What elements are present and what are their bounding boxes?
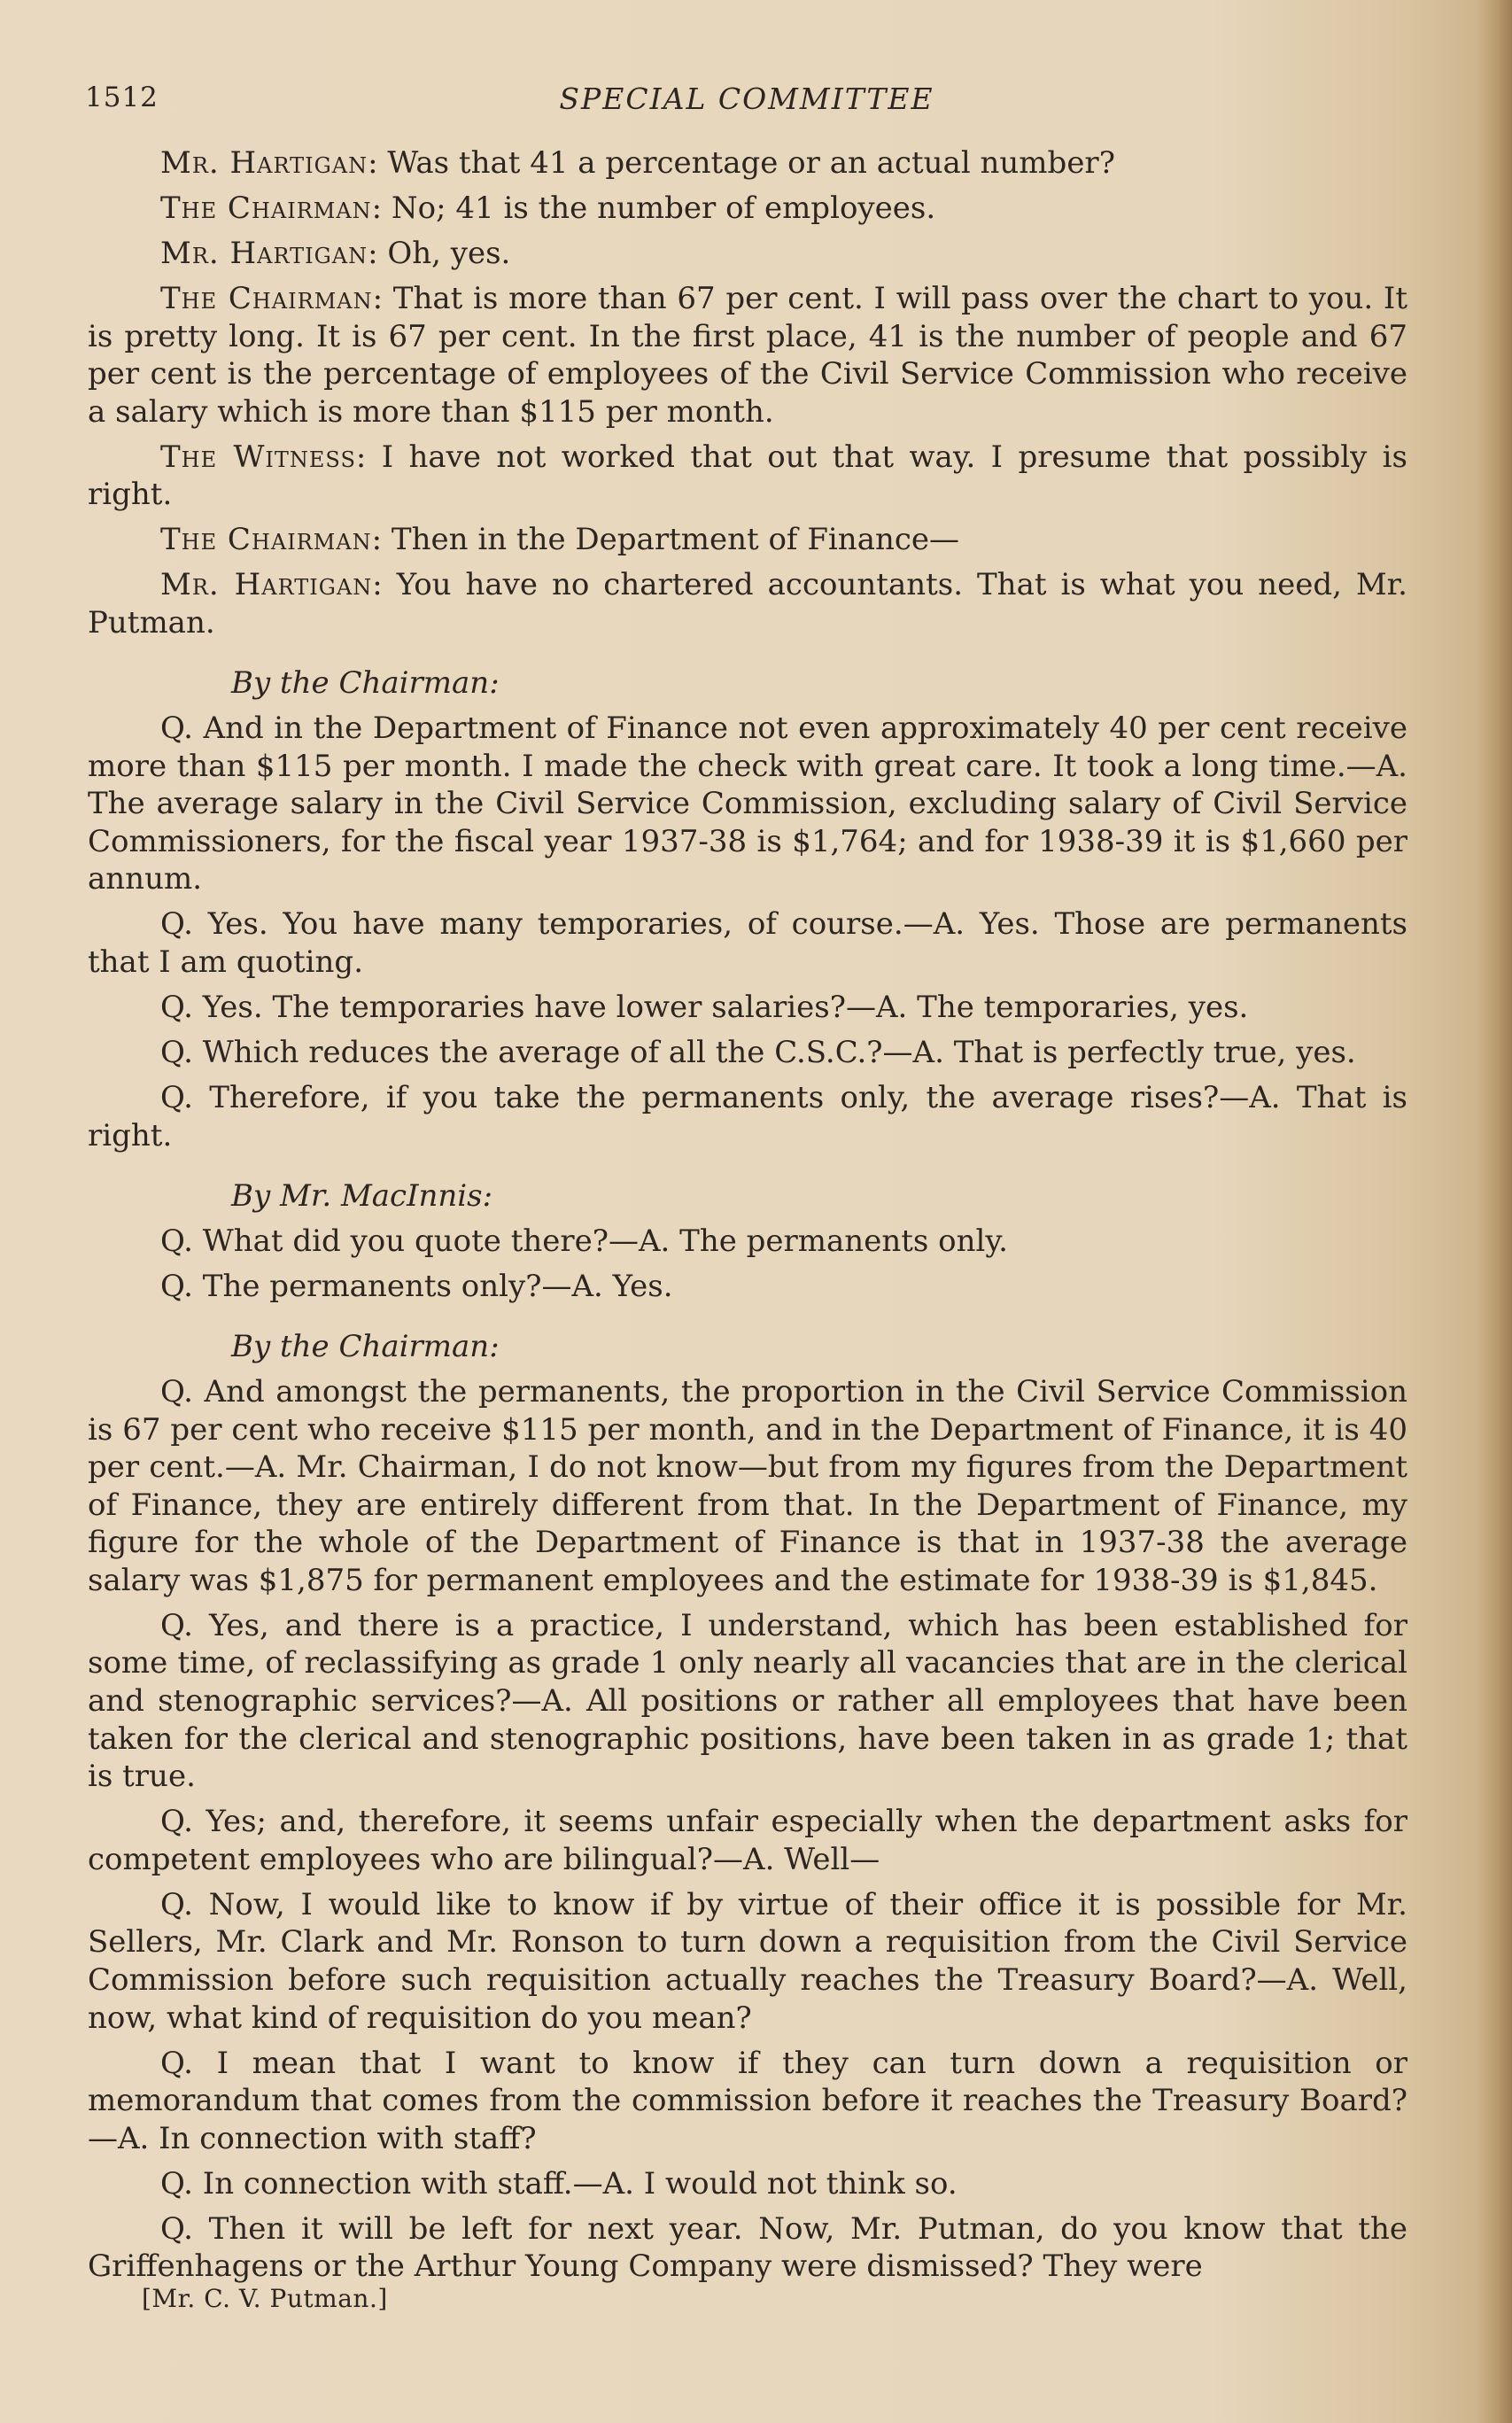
speaker-name: Mr. Hartigan	[160, 145, 368, 181]
page-header	[85, 82, 1408, 124]
paragraph	[88, 235, 1407, 273]
qa-paragraph: Q. Which reduces the average of all the C.S.C.?—A. That is perfectly true, yes.	[160, 1034, 1356, 1070]
running-head: SPECIAL COMMITTEE	[559, 82, 934, 116]
paragraph	[88, 566, 1407, 641]
qa-paragraph: Q. And in the Department of Finance not even approximately 40 per cent receive more than $115 per month. I made the check with great care. It took a long time.—A. The average salary in the Civil Service Commission, excluding salary of Civil Service Commissioners, for the fiscal year 1937-38 is $1,764; and for 1938-39 it is $1,660 per annum.	[88, 711, 1407, 897]
speech-text: : Then in the Department of Finance—	[371, 522, 960, 558]
paragraph	[88, 144, 1407, 183]
qa-paragraph: Q. The permanents only?—A. Yes.	[160, 1268, 673, 1304]
qa-paragraph: Q. In connection with staff.—A. I would not think so.	[160, 2165, 958, 2202]
page-number: 1512	[85, 82, 159, 113]
paragraph	[88, 190, 1407, 228]
speaker-name: The Chairman	[160, 190, 372, 226]
qa-paragraph: Q. Then it will be left for next year. Now, Mr. Putman, do you know that the Griffenhagens or the Arthur Young Company were dismissed? They were	[88, 2210, 1407, 2285]
witness-footer: [Mr. C. V. Putman.]	[142, 2284, 388, 2313]
qa-paragraph: Q. Yes; and, therefore, it seems unfair especially when the department asks for competent employees who are bilingual?—A. Well—	[88, 1804, 1407, 1877]
qa-paragraph: Q. And amongst the permanents, the proportion in the Civil Service Commission is 67 per cent who receive $115 per month, and in the Department of Finance, it is 40 per cent.—A. Mr. Chairman, I do not know—but from my figures from the Department of Finance, they are entirely different from that. In the Department of Finance, my figure for the whole of the Department of Finance is that in 1937-38 the average salary was $1,875 for permanent employees and the estimate for 1938-39 is $1,845.	[88, 1373, 1407, 1598]
qa-paragraph: Q. Yes. You have many temporaries, of course.—A. Yes. Those are permanents that I am quoting.	[88, 906, 1407, 981]
speaker-name: The Witness	[160, 439, 356, 475]
speech-text: : No; 41 is the number of employees.	[371, 190, 936, 226]
speaker-name: Mr. Hartigan	[160, 235, 368, 271]
transcript-body	[88, 144, 1407, 2293]
paragraph	[88, 280, 1407, 431]
examiner-heading: By the Chairman:	[231, 1329, 500, 1365]
speech-text: : I have not worked that out that way. I presume that possibly is right.	[88, 439, 1408, 513]
examiner-heading: By Mr. MacInnis:	[231, 1178, 493, 1215]
paragraph	[88, 521, 1407, 559]
qa-paragraph: Q. I mean that I want to know if they can turn down a requisition or memorandum that comes from the commission before it reaches the Treasury Board?—A. In connection with staff?	[88, 2045, 1407, 2156]
page-edge-shadow	[1477, 0, 1512, 2423]
qa-paragraph: Q. Therefore, if you take the permanents only, the average rises?—A. That is right.	[88, 1079, 1407, 1153]
speaker-name: The Chairman	[160, 280, 373, 316]
speaker-name: Mr. Hartigan	[160, 567, 373, 603]
qa-paragraph: Q. Now, I would like to know if by virtue of their office it is possible for Mr. Sellers, Mr. Clark and Mr. Ronson to turn down a requisition from the Civil Service Commission before such requisition actually reaches the Treasury Board?—A. Well, now, what kind of requisition do you mean?	[88, 1886, 1407, 2036]
speech-text: : Oh, yes.	[368, 235, 511, 271]
qa-paragraph: Q. Yes. The temporaries have lower salaries?—A. The temporaries, yes.	[160, 990, 1249, 1025]
speech-text: : You have no chartered accountants. That is what you need, Mr. Putman.	[88, 567, 1407, 641]
speech-text: : That is more than 67 per cent. I will pass over the chart to you. It is pretty long. It is 67 per cent. In the first place, 41 is the number of people and 67 per cent is the percentage of employees of the Civil Service Commission who receive a salary which is more than $115 per month.	[88, 280, 1408, 430]
qa-paragraph: Q. Yes, and there is a practice, I understand, which has been established for some time, of reclassifying as grade 1 only nearly all vacancies that are in the clerical and stenographic services?—A. All positions or rather all employees that have been taken for the clerical and stenographic positions, have been taken in as grade 1; that is true.	[88, 1607, 1407, 1795]
speech-text: : Was that 41 a percentage or an actual number?	[368, 145, 1115, 181]
qa-paragraph: Q. What did you quote there?—A. The permanents only.	[160, 1223, 1008, 1259]
paragraph	[88, 439, 1407, 514]
speaker-name: The Chairman	[160, 522, 372, 558]
examiner-heading: By the Chairman:	[231, 665, 500, 702]
